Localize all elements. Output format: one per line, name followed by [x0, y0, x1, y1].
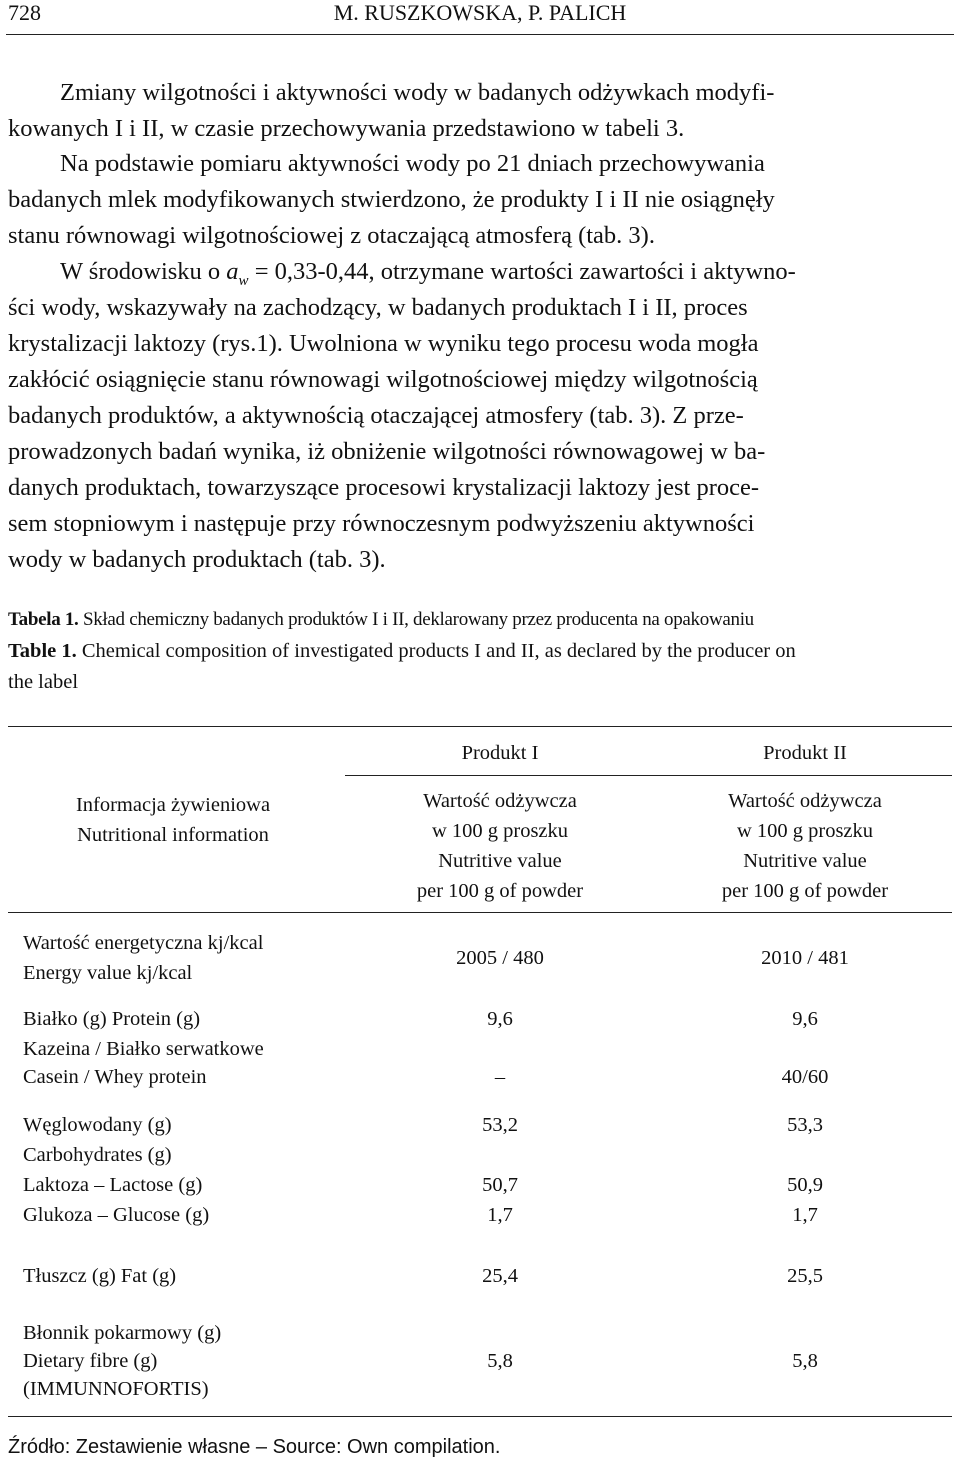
row-label-line: Carbohydrates (g)	[23, 1144, 172, 1166]
table-row-label	[23, 1034, 264, 1092]
table-row-label: Glukoza – Glucose (g)	[23, 1204, 210, 1226]
text-line: sem stopniowym i następuje przy równoczesnym podwyższeniu aktywności	[8, 510, 755, 537]
table-cell-p2: 1,7	[792, 1204, 818, 1226]
table-cell-p2: 9,6	[792, 1008, 818, 1030]
row-label-line: Kazeina / Białko serwatkowe	[23, 1038, 264, 1060]
table-cell-p1: 25,4	[482, 1265, 518, 1287]
table-row-label	[23, 928, 263, 988]
row-label-line: Błonnik pokarmowy (g)	[23, 1322, 222, 1344]
column-header-product-2: Produkt II	[763, 742, 847, 764]
value-header-line: Wartość odżywcza	[728, 790, 882, 812]
caption-text: Chemical composition of investigated products I and II, as declared by the producer on	[76, 640, 796, 662]
value-header-line: per 100 g of powder	[416, 880, 584, 902]
table-cell-p2: 40/60	[781, 1066, 829, 1088]
running-head-authors: M. RUSZKOWSKA, P. PALICH	[333, 0, 627, 25]
text-fragment: W środowisku o	[60, 258, 227, 285]
table-cell-p1: 9,6	[487, 1008, 513, 1030]
row-label-line: (IMMUNNOFORTIS)	[23, 1378, 209, 1400]
value-header-product-1	[350, 786, 650, 906]
row-header-line: Nutritional information	[77, 824, 269, 846]
row-label-line: Casein / Whey protein	[23, 1066, 207, 1088]
table-caption-en-cont: the label	[8, 671, 79, 693]
table-cell-p2: 50,9	[787, 1174, 823, 1196]
table-cell-p1: –	[494, 1066, 506, 1088]
row-label-line: Węglowodany (g)	[23, 1114, 172, 1136]
text-line: Na podstawie pomiaru aktywności wody po 21 dniach przechowywania	[60, 150, 765, 177]
table-cell-p1: 5,8	[487, 1350, 513, 1372]
text-line: stanu równowagi wilgotnościowej z otaczającą atmosferą (tab. 3).	[8, 222, 655, 249]
row-header-label	[8, 790, 338, 850]
text-line: krystalizacji laktozy (rys.1). Uwolniona w wyniku tego procesu woda mogła	[8, 330, 759, 357]
text-line: ści wody, wskazywały na zachodzący, w badanych produktach I i II, proces	[8, 294, 748, 321]
table-cell-p2: 25,5	[787, 1265, 823, 1287]
row-label-line: Dietary fibre (g)	[23, 1350, 158, 1372]
text-line: kowanych I i II, w czasie przechowywania przedstawiono w tabeli 3.	[8, 115, 685, 142]
table-cell-p1: 2005 / 480	[456, 947, 544, 969]
text-line: danych produktach, towarzyszące procesowi krystalizacji laktozy jest proce-	[8, 474, 760, 501]
row-header-line: Informacja żywieniowa	[75, 794, 271, 816]
table-row-label: Tłuszcz (g) Fat (g)	[23, 1265, 177, 1287]
table-top-rule	[8, 726, 952, 727]
caption-label: Tabela 1.	[8, 609, 79, 630]
text-fragment: = 0,33-0,44, otrzymane wartości zawartości i aktywno-	[248, 258, 796, 285]
page-number: 728	[8, 0, 41, 25]
subscript-w: w	[238, 272, 249, 289]
table-row-label: Białko (g) Protein (g)	[23, 1008, 201, 1030]
text-line: badanych mlek modyfikowanych stwierdzono, że produkty I i II nie osiągnęły	[8, 186, 775, 213]
value-header-line: w 100 g proszku	[431, 820, 569, 842]
value-header-line: Nutritive value	[743, 850, 867, 872]
table-cell-p2: 2010 / 481	[761, 947, 849, 969]
table-cell-p2: 5,8	[792, 1350, 818, 1372]
body-paragraph	[8, 76, 954, 576]
caption-label: Table 1.	[8, 640, 77, 662]
caption-text: Skład chemiczny badanych produktów I i II, deklarowany przez producenta na opakowaniu	[78, 609, 754, 630]
value-header-line: w 100 g proszku	[736, 820, 874, 842]
table-row-label	[23, 1318, 221, 1404]
table-source-note: Źródło: Zestawienie własne – Source: Own compilation.	[8, 1436, 501, 1458]
text-line: prowadzonych badań wynika, iż obniżenie wilgotności równowagowej w ba-	[8, 438, 766, 465]
table-bottom-rule	[8, 1416, 952, 1417]
table-caption-pl	[8, 609, 754, 631]
product-header-rule	[345, 775, 952, 776]
table-cell-p2: 53,3	[787, 1114, 823, 1136]
row-label-line: Energy value kj/kcal	[23, 962, 193, 984]
row-label-line: Wartość energetyczna kj/kcal	[23, 932, 264, 954]
table-row-label	[23, 1110, 172, 1170]
table-row-label: Laktoza – Lactose (g)	[23, 1174, 203, 1196]
table-caption-en	[8, 640, 796, 663]
text-line: zakłócić osiągnięcie stanu równowagi wilgotnościowej między wilgotnością	[8, 366, 758, 393]
value-header-line: Nutritive value	[438, 850, 562, 872]
text-line: wody w badanych produktach (tab. 3).	[8, 546, 386, 573]
text-line: badanych produktów, a aktywnością otaczającej atmosfery (tab. 3). Z prze-	[8, 402, 744, 429]
variable-a: a	[226, 258, 239, 285]
text-line: Zmiany wilgotności i aktywności wody w badanych odżywkach modyfi-	[60, 79, 775, 106]
value-header-product-2	[655, 786, 955, 906]
text-line-aw	[60, 255, 954, 289]
table-cell-p1: 1,7	[487, 1204, 513, 1226]
value-header-line: Wartość odżywcza	[423, 790, 577, 812]
header-bottom-rule	[8, 912, 952, 913]
value-header-line: per 100 g of powder	[721, 880, 889, 902]
header-rule	[6, 34, 954, 35]
table-cell-p1: 53,2	[482, 1114, 518, 1136]
column-header-product-1: Produkt I	[461, 742, 539, 764]
table-cell-p1: 50,7	[482, 1174, 518, 1196]
